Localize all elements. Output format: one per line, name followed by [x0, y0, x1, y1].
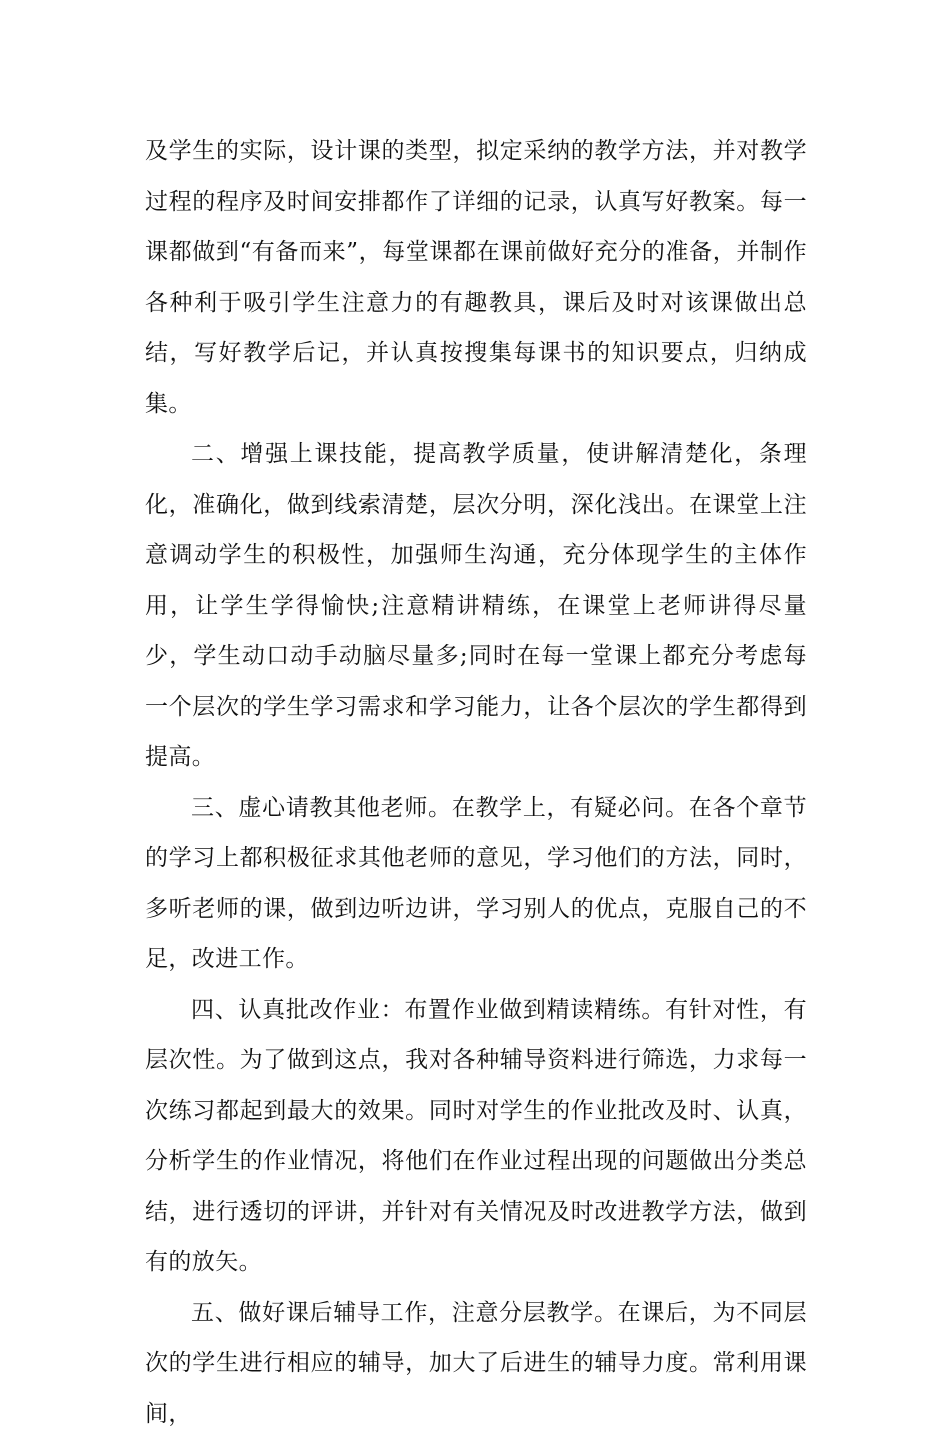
paragraph-2: 二、增强上课技能，提高教学质量，使讲解清楚化，条理化，准确化，做到线索清楚，层次分明，深化浅出。在课堂上注意调动学生的积极性，加强师生沟通，充分体现学生的主体作用，让学生学得愉快;注意精讲精练，在课堂上老师讲得尽量少，学生动口动手动脑尽量多;同时在每一堂课上都充分考虑每一个层次的学生学习需求和学习能力，让各个层次的学生都得到提高。: [145, 429, 807, 783]
paragraph-1: 及学生的实际，设计课的类型，拟定采纳的教学方法，并对教学过程的程序及时间安排都作了详细的记录，认真写好教案。每一课都做到“有备而来”，每堂课都在课前做好充分的准备，并制作各种利于吸引学生注意力的有趣教具，课后及时对该课做出总结，写好教学后记，并认真按搜集每课书的知识要点，归纳成集。: [145, 126, 807, 429]
paragraph-5: 五、做好课后辅导工作，注意分层教学。在课后，为不同层次的学生进行相应的辅导，加大了后进生的辅导力度。常利用课间，: [145, 1288, 807, 1439]
paragraph-4: 四、认真批改作业：布置作业做到精读精练。有针对性，有层次性。为了做到这点，我对各种辅导资料进行筛选，力求每一次练习都起到最大的效果。同时对学生的作业批改及时、认真，分析学生的作业情况，将他们在作业过程出现的问题做出分类总结，进行透切的评讲，并针对有关情况及时改进教学方法，做到有的放矢。: [145, 985, 807, 1288]
document-body: [145, 126, 807, 1439]
paragraph-3: 三、虚心请教其他老师。在教学上，有疑必问。在各个章节的学习上都积极征求其他老师的意见，学习他们的方法，同时，多听老师的课，做到边听边讲，学习别人的优点，克服自己的不足，改进工作。: [145, 783, 807, 985]
